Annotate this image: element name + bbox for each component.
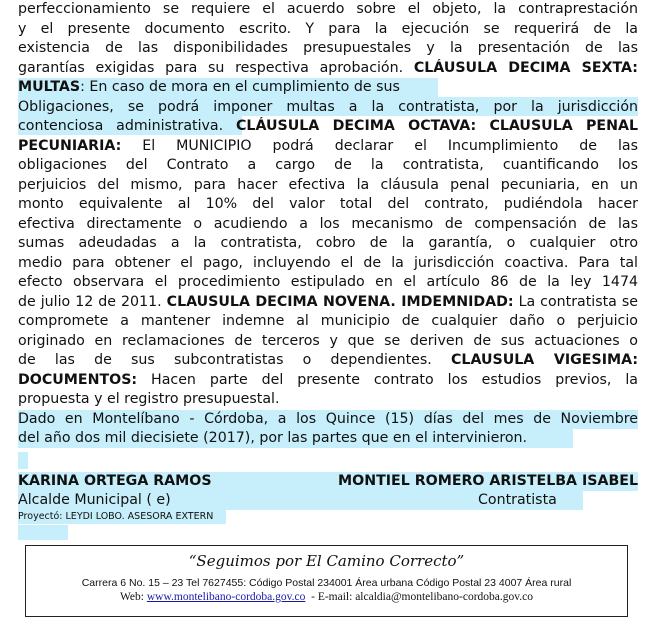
body-line bbox=[18, 0, 638, 19]
bold-clause-text: CLÁUSULA DECIMA SEXTA: bbox=[413, 60, 638, 76]
text-segment: de las de sus subcontratistas o dependientes. bbox=[18, 352, 451, 368]
body-line bbox=[18, 195, 638, 214]
body-line bbox=[18, 390, 638, 409]
text-segment: La contratista se bbox=[513, 294, 638, 310]
bold-clause-text: CLAUSULA VIGESIMA: bbox=[451, 352, 638, 368]
body-line bbox=[18, 59, 638, 78]
text-segment: perfeccionamiento se requiere el acuerdo sobre el objeto, la contraprestación bbox=[18, 1, 638, 17]
selection-highlight-6 bbox=[18, 452, 28, 469]
body-line bbox=[18, 351, 638, 370]
body-line bbox=[18, 332, 638, 351]
text-segment: compromete a mantener indemne al municipio de cualquier daño o perjuicio bbox=[18, 313, 638, 329]
text-segment: efectiva directamente o acudiendo a los mecanismo de compensación de las bbox=[18, 216, 638, 232]
signer-right-role: Contratista bbox=[478, 492, 557, 508]
text-segment: efecto observara el procedimiento estipulado en el artículo 86 de la ley 1474 bbox=[18, 274, 638, 290]
text-segment: El MUNICIPIO podrá declarar el Incumplimiento de las bbox=[121, 138, 638, 154]
bold-clause-text: MULTAS bbox=[18, 79, 81, 95]
website-link[interactable]: www.montelibano-cordoba.gov.co bbox=[146, 591, 306, 603]
text-segment: garantías exigidas para su respectiva aprobación. bbox=[18, 60, 414, 76]
body-line bbox=[18, 78, 638, 97]
text-segment: perjuicios del mismo, para hacer efectiva la cláusula penal pecuniaria, en un bbox=[18, 177, 638, 193]
text-segment: de julio 12 de 2011. bbox=[18, 294, 167, 310]
body-line bbox=[18, 117, 638, 136]
text-segment: Hacen parte del presente contrato los estudios previos, la bbox=[137, 372, 638, 388]
text-segment: originado en reclamaciones de terceros y que se deriven de sus actuaciones o bbox=[18, 333, 638, 349]
body-line bbox=[18, 312, 638, 331]
body-line bbox=[18, 273, 638, 292]
body-line bbox=[18, 410, 638, 429]
web-label: Web: bbox=[120, 591, 147, 603]
body-line bbox=[18, 137, 638, 156]
body-line bbox=[18, 215, 638, 234]
bold-clause-text: PECUNIARIA: bbox=[18, 138, 122, 154]
body-line bbox=[18, 293, 638, 312]
email-text: - E-mail: alcaldia@montelibano-cordoba.gov.co bbox=[305, 591, 533, 603]
body-line bbox=[18, 234, 638, 253]
bold-clause-text: DOCUMENTOS: bbox=[18, 372, 138, 388]
body-line bbox=[18, 254, 638, 273]
text-segment: existencia de las disponibilidades presupuestales y la presentación de las bbox=[18, 40, 638, 56]
text-segment: monto equivalente al 10% del valor total del contrato, pudiéndola hacer bbox=[18, 196, 638, 212]
text-segment: contenciosa administrativa. bbox=[18, 118, 236, 134]
text-segment: Obligaciones, se podrá imponer multas a la contratista, por la jurisdicción bbox=[18, 99, 638, 115]
body-line bbox=[18, 176, 638, 195]
bold-clause-text: CLÁUSULA DECIMA OCTAVA: CLAUSULA PENAL bbox=[236, 118, 638, 134]
body-line bbox=[18, 98, 638, 117]
text-segment: medio para obtener el pago, incluyendo el de la jurisdicción coactiva. Para tal bbox=[18, 255, 638, 271]
selection-highlight-10 bbox=[18, 525, 68, 540]
bold-clause-text: CLAUSULA DECIMA NOVENA. IMDEMNIDAD: bbox=[166, 294, 514, 310]
footer-address: Carrera 6 No. 15 – 23 Tel 7627455: Código Postal 234001 Área urbana Código Postal 23 4007 Área rural bbox=[81, 577, 572, 589]
body-line bbox=[18, 429, 638, 448]
body-line bbox=[18, 371, 638, 390]
text-segment: Dado en Montelíbano - Córdoba, a los Quince (15) días del mes de Noviembre bbox=[18, 411, 638, 427]
letterhead-footer bbox=[25, 545, 628, 617]
text-segment: del año dos mil diecisiete (2017), por las partes que en el intervinieron. bbox=[18, 430, 528, 446]
body-line bbox=[18, 156, 638, 175]
body-line bbox=[18, 20, 638, 39]
text-segment: obligaciones del Contrato a cargo de la contratista, cuantificando los bbox=[18, 157, 638, 173]
body-line bbox=[18, 39, 638, 58]
signer-left-role: Alcalde Municipal ( e) bbox=[18, 492, 171, 508]
text-segment: propuesta y el registro presupuestal. bbox=[18, 391, 280, 407]
signer-left-name: KARINA ORTEGA RAMOS bbox=[18, 473, 212, 489]
text-segment: sumas adeudadas a la contratista, cobro de la garantía, o cualquier otro bbox=[18, 235, 638, 251]
projected-by-note: Proyectó: LEYDI LOBO. ASESORA EXTERN bbox=[18, 511, 214, 522]
footer-contact bbox=[26, 590, 627, 604]
signer-right-name: MONTIEL ROMERO ARISTELBA ISABEL bbox=[338, 473, 638, 489]
text-segment: y el presente documento escrito. Y para la ejecución se requerirá de la bbox=[18, 21, 638, 37]
text-segment: : En caso de mora en el cumplimiento de sus bbox=[80, 79, 400, 95]
footer-slogan: “Seguimos por El Camino Correcto” bbox=[188, 552, 465, 570]
